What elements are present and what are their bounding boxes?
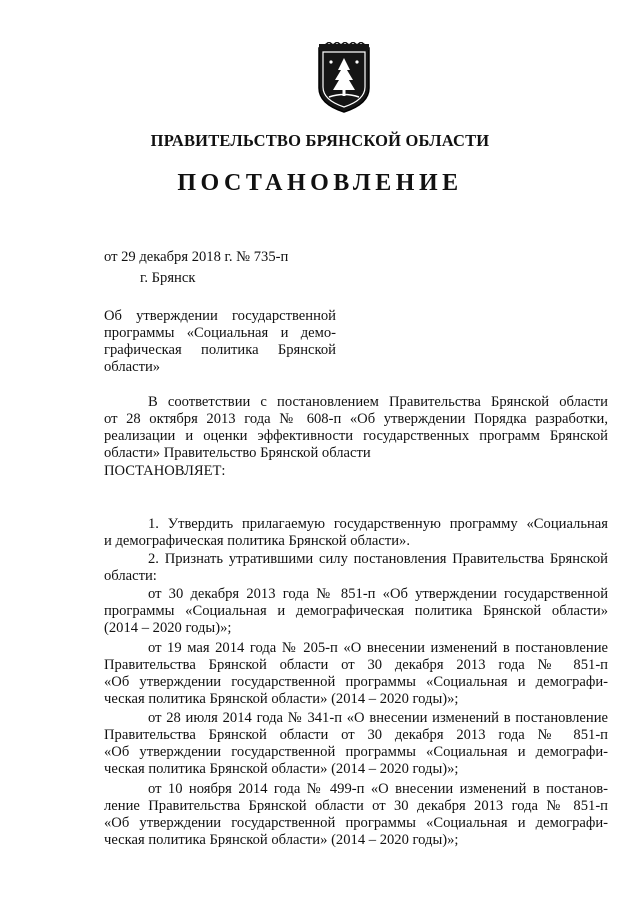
document-type-title: ПОСТАНОВЛЕНИЕ: [177, 170, 463, 196]
body-line: от 28 июля 2014 года № 341-п «О внесении изменений в постановление: [148, 710, 608, 726]
body-line: от 19 мая 2014 года № 205-п «О внесении изменений в постановление: [148, 640, 608, 656]
city-line: г. Брянск: [140, 270, 196, 286]
body-line: программы «Социальная и демографическая политика Брянской области»: [104, 603, 608, 619]
date-number-line: от 29 декабря 2018 г. № 735-п: [104, 249, 289, 265]
coat-of-arms-icon: [315, 42, 373, 114]
resolves-heading: ПОСТАНОВЛЯЕТ:: [104, 463, 226, 479]
preamble-line: области» Правительство Брянской области: [104, 445, 371, 461]
subject-line: графическая политика Брянской: [104, 342, 336, 358]
body-line: от 10 ноября 2014 года № 499-п «О внесении изменений в постанов-: [148, 781, 608, 797]
body-line: 2. Признать утратившими силу постановления Правительства Брянской: [148, 551, 608, 567]
subject-line: Об утверждении государственной: [104, 308, 336, 324]
subject-line: области»: [104, 359, 161, 375]
body-line: «Об утверждении государственной программы «Социальная и демографи-: [104, 744, 608, 760]
body-line: 1. Утвердить прилагаемую государственную программу «Социальная: [148, 516, 608, 532]
preamble-line: В соответствии с постановлением Правительства Брянской области: [148, 394, 608, 410]
body-line: ление Правительства Брянской области от 30 декабря 2013 года № 851-п: [104, 798, 608, 814]
preamble-line: от 28 октября 2013 года № 608-п «Об утверждении Порядка разработки,: [104, 411, 608, 427]
subject-line: программы «Социальная и демо-: [104, 325, 336, 341]
body-line: и демографическая политика Брянской области».: [104, 533, 410, 549]
body-line: Правительства Брянской области от 30 декабря 2013 года № 851-п: [104, 727, 608, 743]
body-line: ческая политика Брянской области» (2014 – 2020 годы)»;: [104, 691, 459, 707]
body-line: «Об утверждении государственной программы «Социальная и демографи-: [104, 815, 608, 831]
body-line: Правительства Брянской области от 30 декабря 2013 года № 851-п: [104, 657, 608, 673]
government-title: ПРАВИТЕЛЬСТВО БРЯНСКОЙ ОБЛАСТИ: [150, 131, 490, 150]
body-line: «Об утверждении государственной программы «Социальная и демографи-: [104, 674, 608, 690]
preamble-line: реализации и оценки эффективности государственных программ Брянской: [104, 428, 608, 444]
body-line: области:: [104, 568, 157, 584]
body-line: от 30 декабря 2013 года № 851-п «Об утверждении государственной: [148, 586, 608, 602]
body-line: ческая политика Брянской области» (2014 – 2020 годы)»;: [104, 832, 459, 848]
body-line: ческая политика Брянской области» (2014 – 2020 годы)»;: [104, 761, 459, 777]
body-line: (2014 – 2020 годы)»;: [104, 620, 232, 636]
